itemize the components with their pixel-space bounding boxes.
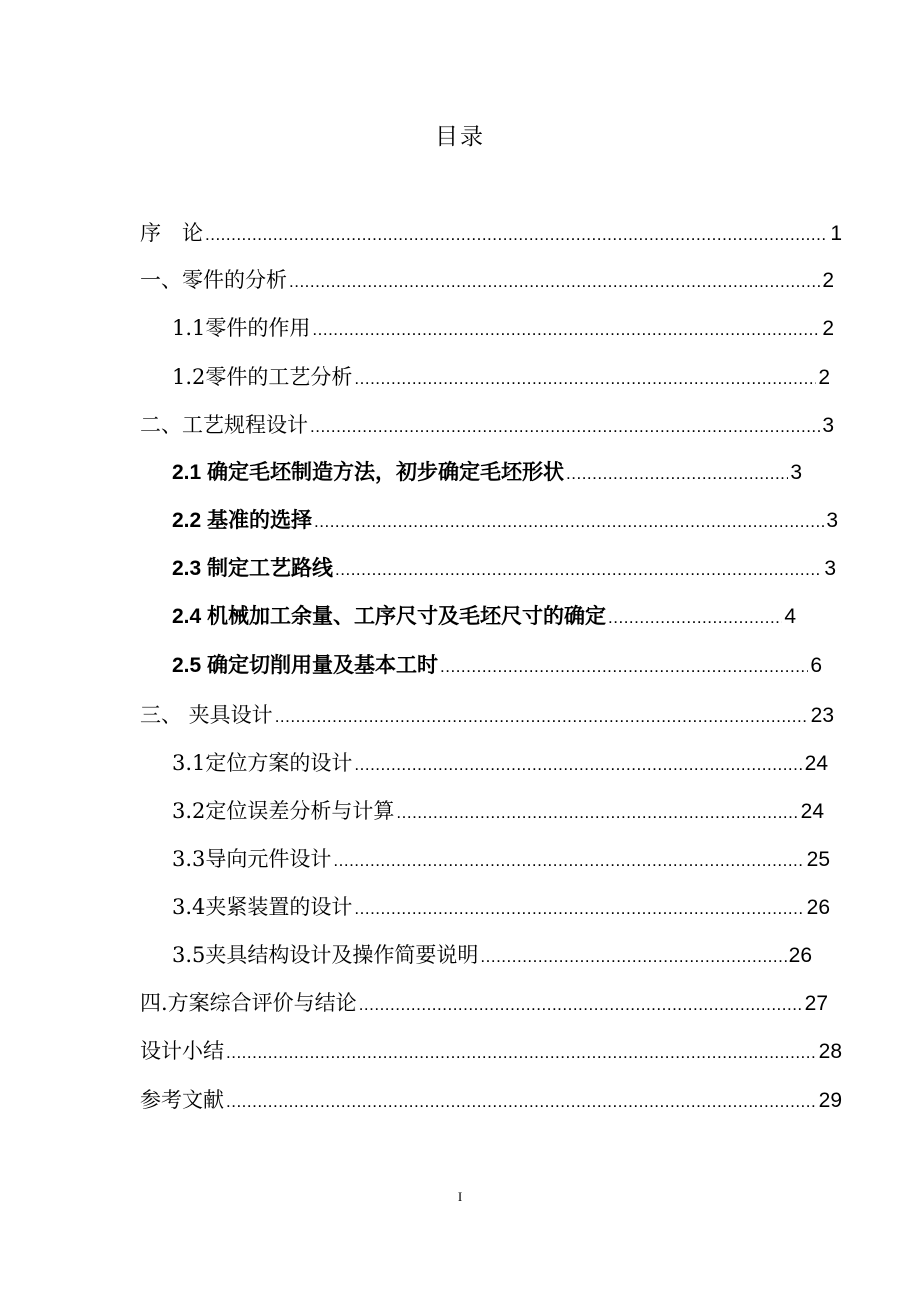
toc-entry-3-1[interactable] — [172, 748, 828, 778]
toc-entry-page: 29 — [818, 1089, 842, 1112]
toc-entry-label: 3.5夹具结构设计及操作简要说明 — [172, 943, 479, 967]
toc-entry-label: 3.1定位方案的设计 — [172, 751, 353, 775]
dot-leader — [333, 846, 804, 876]
toc-entry-chapter-3[interactable] — [140, 700, 834, 730]
toc-entry-label: 1.1零件的作用 — [172, 316, 311, 340]
toc-entry-preface[interactable] — [140, 218, 842, 248]
dot-leader — [480, 942, 786, 972]
toc-entry-references[interactable] — [140, 1085, 842, 1115]
dot-leader — [226, 1038, 817, 1068]
toc-entry-chapter-4[interactable] — [140, 988, 828, 1018]
toc-entry-label: 2.2 基准的选择 — [172, 509, 313, 532]
toc-entry-label: 一、零件的分析 — [140, 268, 287, 292]
toc-entry-label: 2.3 制定工艺路线 — [172, 557, 334, 580]
toc-entry-label: 设计小结 — [140, 1039, 224, 1063]
dot-leader — [608, 603, 782, 633]
toc-entry-page: 26 — [788, 944, 812, 967]
toc-entry-2-2[interactable] — [172, 506, 838, 536]
toc-entry-page: 24 — [804, 752, 828, 775]
toc-entry-1-1[interactable] — [172, 313, 834, 343]
toc-entry-page: 3 — [822, 414, 834, 437]
toc-entry-summary[interactable] — [140, 1036, 842, 1066]
toc-entry-label: 2.5 确定切削用量及基本工时 — [172, 654, 439, 677]
dot-leader — [335, 555, 822, 585]
toc-entry-page: 26 — [806, 896, 830, 919]
toc-entry-label: 二、工艺规程设计 — [140, 413, 308, 437]
dot-leader — [440, 652, 808, 682]
dot-leader — [289, 267, 820, 297]
dot-leader — [314, 507, 824, 537]
toc-entry-chapter-2[interactable] — [140, 410, 834, 440]
toc-entry-page: 23 — [810, 704, 834, 727]
page-title: 目录 — [435, 124, 485, 150]
toc-entry-label: 3.4夹紧装置的设计 — [172, 895, 353, 919]
toc-entry-label: 1.2零件的工艺分析 — [172, 365, 353, 389]
toc-entry-page: 6 — [810, 654, 822, 677]
dot-leader — [275, 702, 809, 732]
toc-entry-page: 2 — [822, 317, 834, 340]
toc-entry-label: 序 论 — [140, 221, 203, 245]
toc-entry-page: 25 — [806, 848, 830, 871]
toc-entry-label: 四.方案综合评价与结论 — [140, 991, 357, 1015]
toc-entry-2-3[interactable] — [172, 554, 836, 584]
toc-entry-2-4[interactable] — [172, 602, 796, 632]
toc-entry-label: 3.3导向元件设计 — [172, 847, 332, 871]
toc-entry-page: 3 — [824, 557, 836, 580]
toc-entry-label: 3.2定位误差分析与计算 — [172, 799, 395, 823]
toc-entry-3-4[interactable] — [172, 892, 830, 922]
toc-entry-page: 2 — [822, 269, 834, 292]
toc-entry-label: 2.4 机械加工余量、工序尺寸及毛坯尺寸的确定 — [172, 605, 607, 628]
toc-entry-2-5[interactable] — [172, 651, 822, 681]
dot-leader — [226, 1087, 817, 1117]
toc-entry-label: 参考文献 — [140, 1088, 224, 1112]
toc-entry-page: 2 — [818, 366, 830, 389]
toc-entry-page: 1 — [830, 222, 842, 245]
dot-leader — [396, 798, 798, 828]
toc-entry-chapter-1[interactable] — [140, 265, 834, 295]
page-number-footer: I — [457, 1189, 463, 1204]
dot-leader — [354, 750, 802, 780]
toc-entry-page: 27 — [804, 992, 828, 1015]
toc-entry-label: 2.1 确定毛坯制造方法，初步确定毛坯形状 — [172, 461, 565, 484]
toc-entry-page: 28 — [818, 1040, 842, 1063]
toc-entry-2-1[interactable] — [172, 458, 802, 488]
dot-leader — [359, 990, 803, 1020]
toc-entry-1-2[interactable] — [172, 362, 830, 392]
toc-entry-label: 三、 夹具设计 — [140, 703, 273, 727]
toc-entry-page: 24 — [800, 800, 824, 823]
toc-entry-3-3[interactable] — [172, 844, 830, 874]
toc-entry-3-5[interactable] — [172, 940, 812, 970]
dot-leader — [312, 315, 820, 345]
dot-leader — [566, 459, 788, 489]
toc-entry-page: 4 — [784, 605, 796, 628]
toc-entry-3-2[interactable] — [172, 796, 824, 826]
toc-entry-page: 3 — [790, 461, 802, 484]
dot-leader — [310, 412, 820, 442]
dot-leader — [205, 220, 828, 250]
toc-entry-page: 3 — [826, 509, 838, 532]
dot-leader — [354, 364, 816, 394]
dot-leader — [354, 894, 804, 924]
